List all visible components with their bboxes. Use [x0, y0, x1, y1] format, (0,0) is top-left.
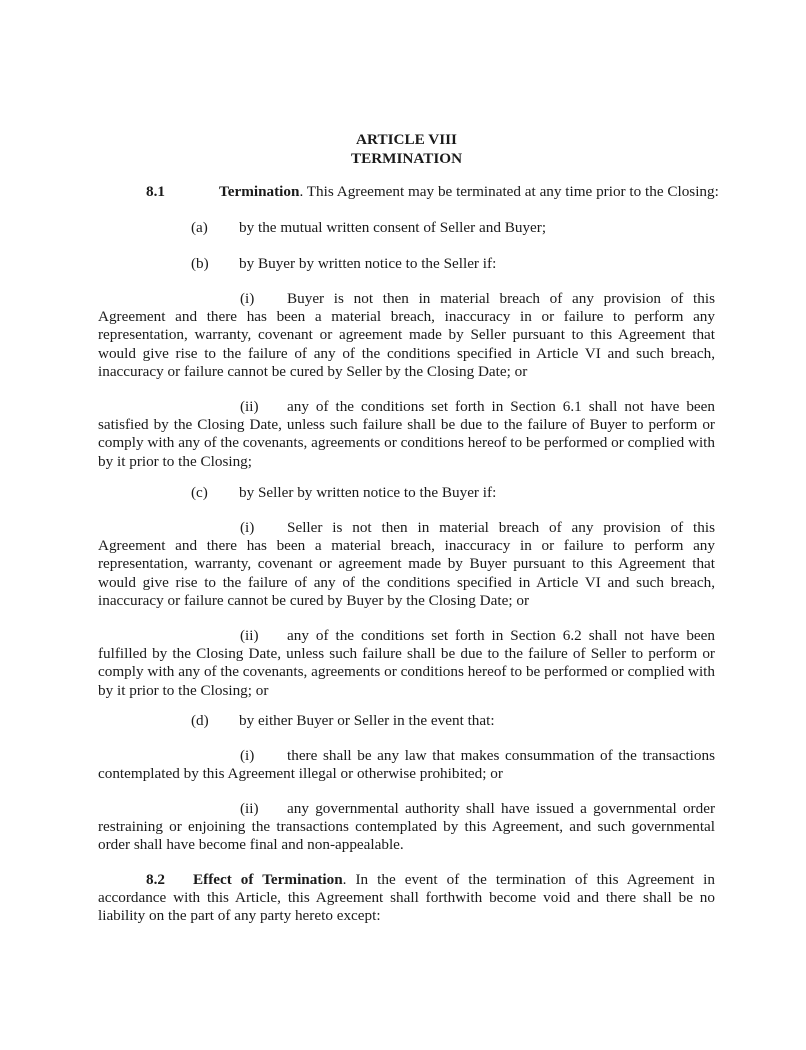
- subclause-label: (i): [240, 519, 255, 536]
- clause-c-ii: [98, 627, 715, 700]
- subclause-body: fulfilled by the Closing Date, unless such failure shall be due to the failure of Seller to perform or comply with any of the covenants, agreements or conditions hereof to be performed or complied with by it prior to the Closing; or: [98, 645, 715, 699]
- subclause-first-line: any of the conditions set forth in Section 6.2 shall not have been: [287, 627, 715, 644]
- clause-text: by the mutual written consent of Seller and Buyer;: [239, 219, 547, 236]
- subclause-first-line: any governmental authority shall have issued a governmental order: [287, 800, 715, 817]
- subclause-first-line: Seller is not then in material breach of any provision of this: [287, 519, 715, 536]
- clause-text: by either Buyer or Seller in the event that:: [239, 712, 495, 729]
- clause-text: by Seller by written notice to the Buyer if:: [239, 484, 497, 501]
- section-heading: Effect of Termination: [193, 871, 343, 888]
- subclause-body: Agreement and there has been a material breach, inaccuracy in or failure to perform any representation, warranty, covenant or agreement made by Seller pursuant to this Agreement that would give rise to the failure of any of the conditions specified in Article VI and such breach, inaccuracy or failure cannot be cured by Seller by the Closing Date; or: [98, 308, 715, 380]
- section-text: [219, 183, 719, 201]
- clause-b-i: [98, 290, 715, 381]
- subclause-first-line: Buyer is not then in material breach of any provision of this: [287, 290, 715, 307]
- clause-label: (d): [191, 712, 209, 729]
- subclause-body: contemplated by this Agreement illegal or otherwise prohibited; or: [98, 765, 503, 783]
- clause-b-ii: [98, 398, 715, 471]
- subclause-label: (ii): [240, 398, 259, 415]
- clause-c-i: [98, 519, 715, 610]
- subclause-label: (ii): [240, 627, 259, 644]
- section-number: 8.1: [146, 183, 165, 200]
- clause-d-ii: [98, 800, 715, 855]
- subclause-first-line: there shall be any law that makes consummation of the transactions: [287, 747, 715, 764]
- clause-label: (c): [191, 484, 208, 501]
- clause-label: (b): [191, 255, 209, 272]
- subclause-body: restraining or enjoining the transactions contemplated by this Agreement, and such governmental order shall have become final and non-appealable.: [98, 818, 715, 854]
- subclause-first-line: any of the conditions set forth in Section 6.1 shall not have been: [287, 398, 715, 415]
- subclause-label: (ii): [240, 800, 259, 817]
- subclause-label: (i): [240, 747, 255, 764]
- subclause-label: (i): [240, 290, 255, 307]
- section-8-2: [98, 871, 715, 926]
- section-intro: . This Agreement may be terminated at any time prior to the Closing:: [299, 183, 719, 200]
- article-number: ARTICLE VIII: [356, 131, 457, 148]
- clause-d-i: [98, 747, 715, 783]
- article-title: TERMINATION: [350, 150, 463, 167]
- clause-text: by Buyer by written notice to the Seller if:: [239, 255, 497, 272]
- section-first-line: . In the event of the termination of this Agreement in: [342, 871, 715, 888]
- subclause-body: satisfied by the Closing Date, unless such failure shall be due to the failure of Buyer to perform or comply with any of the covenants, agreements or conditions hereof to be performed or complied with by it prior to the Closing;: [98, 416, 715, 470]
- clause-label: (a): [191, 219, 208, 236]
- section-body: accordance with this Article, this Agreement shall forthwith become void and there shall be no liability on the part of any party hereto except:: [98, 889, 715, 925]
- subclause-body: Agreement and there has been a material breach, inaccuracy in or failure to perform any representation, warranty, covenant or agreement made by Buyer pursuant to this Agreement that would give rise to the failure of any of the conditions specified in Article VI and such breach, inaccuracy or failure cannot be cured by Buyer by the Closing Date; or: [98, 537, 715, 609]
- section-heading: Termination: [219, 183, 300, 200]
- section-number: 8.2: [146, 871, 165, 888]
